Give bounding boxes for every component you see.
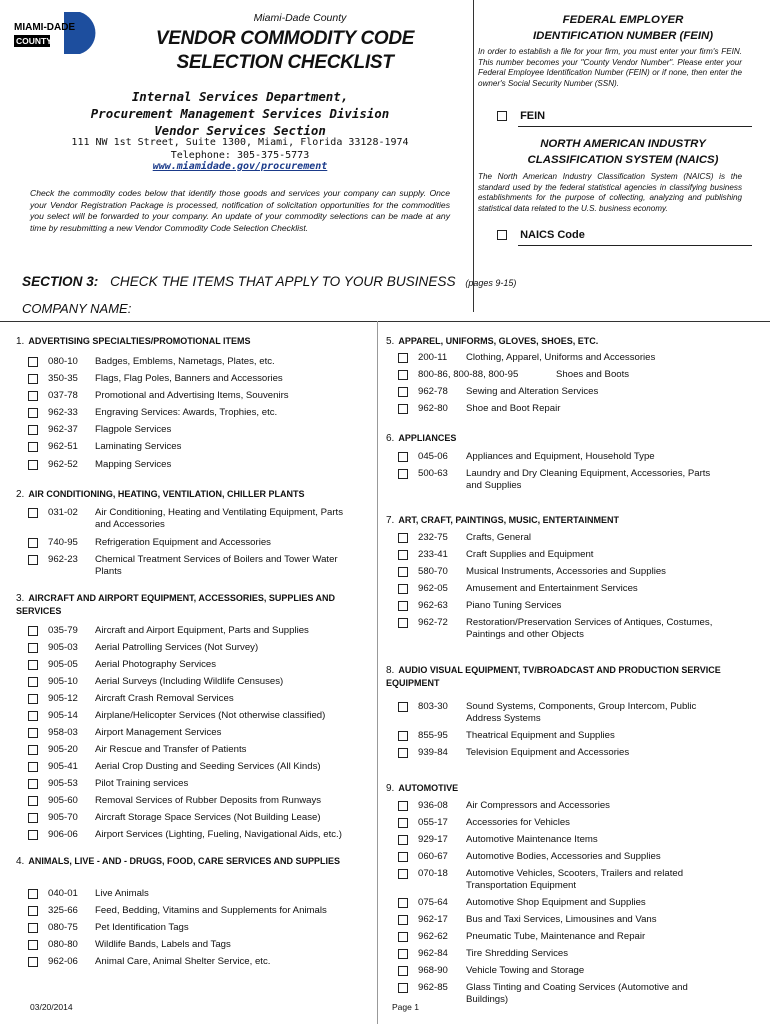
commodity-row [398,747,748,771]
commodity-row [398,403,748,427]
commodity-checkbox[interactable] [28,391,38,401]
commodity-description: Flags, Flag Poles, Banners and Accessories [95,373,283,384]
category-number: 6. [386,433,395,444]
commodity-checkbox[interactable] [28,923,38,933]
commodity-code: 080-80 [48,939,78,950]
commodity-checkbox[interactable] [398,550,408,560]
commodity-checkbox[interactable] [398,567,408,577]
address: 111 NW 1st Street, Suite 1300, Miami, Florida 33128-1974 [71,137,409,148]
naics-text: The North American Industry Classification System (NAICS) is the standard used by the federal statistical agencies in classifying business establishments for the purpose of collecting, analyzing and publishing statistical data related to the U.S. business economy. [478,172,742,213]
section-title: SECTION 3: [22,274,99,289]
commodity-checkbox[interactable] [28,762,38,772]
category-name: AIR CONDITIONING, HEATING, VENTILATION, CHILLER PLANTS [28,489,305,499]
commodity-code: 962-84 [418,948,448,959]
category-name: ART, CRAFT, PAINTINGS, MUSIC, ENTERTAINMENT [398,515,620,525]
commodity-description: Clothing, Apparel, Uniforms and Accessories [466,352,656,363]
commodity-checkbox[interactable] [398,898,408,908]
commodity-checkbox[interactable] [398,801,408,811]
commodity-code: 962-62 [418,931,448,942]
commodity-checkbox[interactable] [398,584,408,594]
right-category-heading-2 [386,432,736,445]
commodity-description: Musical Instruments, Accessories and Supplies [466,566,666,577]
right-category-heading-3 [386,514,736,527]
commodity-description: Live Animals [95,888,149,899]
commodity-description: Television Equipment and Accessories [466,747,630,758]
commodity-description: Sound Systems, Components, Group Intercom, Public Address Systems [466,701,697,724]
category-number: 8. [386,665,395,676]
commodity-code: 800-86, 800-88, 800-95 [418,369,519,380]
commodity-checkbox[interactable] [398,748,408,758]
commodity-code: 905-10 [48,676,78,687]
commodity-description: Automotive Shop Equipment and Supplies [466,897,646,908]
commodity-code: 035-79 [48,625,78,636]
commodity-checkbox[interactable] [28,374,38,384]
commodity-checkbox[interactable] [28,425,38,435]
naics-checkbox[interactable] [497,230,507,240]
commodity-description: Shoes and Boots [556,369,630,380]
commodity-description: Craft Supplies and Equipment [466,549,594,560]
commodity-checkbox[interactable] [28,813,38,823]
commodity-code: 905-03 [48,642,78,653]
naics-heading-1: NORTH AMERICAN INDUSTRY [540,138,706,150]
commodity-description: Theatrical Equipment and Supplies [466,730,615,741]
naics-heading [478,136,768,168]
svg-text:COUNTY: COUNTY [16,36,52,46]
commodity-description: Pet Identification Tags [95,922,189,933]
commodity-checkbox[interactable] [398,387,408,397]
section-heading [22,274,516,289]
commodity-code: 075-64 [418,897,448,908]
intro-text: Check the commodity codes below that identify those goods and services your company can supply. Once your Vendor Registration Package is processed, notification of solicitation opportunities for the commodities you select will be forwarded to your company. An update of your commodity selections can be made at any time by resubmitting a new Vendor Commodity Code Selection Checklist. [30,188,450,233]
commodity-code: 962-51 [48,441,78,452]
naics-heading-2: CLASSIFICATION SYSTEM (NAICS) [527,154,719,166]
commodity-description: Automotive Maintenance Items [466,834,598,845]
commodity-row [28,459,378,483]
commodity-code: 905-20 [48,744,78,755]
section-subtitle: CHECK THE ITEMS THAT APPLY TO YOUR BUSINESS [110,274,456,289]
commodity-checkbox[interactable] [398,601,408,611]
commodity-checkbox[interactable] [28,957,38,967]
left-category-heading-4 [16,855,366,868]
commodity-description: Laminating Services [95,441,182,452]
title-line-1: VENDOR COMMODITY CODE [155,28,415,49]
commodity-checkbox[interactable] [28,660,38,670]
commodity-checkbox[interactable] [28,711,38,721]
commodity-checkbox[interactable] [28,940,38,950]
commodity-code: 070-18 [418,868,448,879]
company-name-label: COMPANY NAME: [22,301,132,316]
commodity-checkbox[interactable] [28,694,38,704]
header-divider [473,0,474,312]
commodity-description: Aircraft Crash Removal Services [95,693,234,704]
commodity-code: 962-52 [48,459,78,470]
commodity-description: Aerial Patrolling Services (Not Survey) [95,642,259,653]
commodity-code: 962-23 [48,554,78,565]
commodity-code: 080-75 [48,922,78,933]
commodity-code: 325-66 [48,905,78,916]
telephone: Telephone: 305-375-5773 [170,150,310,161]
commodity-checkbox[interactable] [28,538,38,548]
commodity-code: 962-63 [418,600,448,611]
category-number: 1. [16,336,25,347]
category-number: 2. [16,489,25,500]
page-title [120,27,450,75]
commodity-code: 855-95 [418,730,448,741]
commodity-description: Tire Shredding Services [466,948,569,959]
commodity-code: 962-33 [48,407,78,418]
fein-heading-1: FEDERAL EMPLOYER [562,14,684,26]
fein-text: In order to establish a file for your firm, you must enter your firm's FEIN. This number becomes your "County Vendor Number". Please enter your Federal Employee Identification Number (FEIN) or if none, then enter the owner's Social Security Number (SSN). [478,47,742,88]
left-category-heading-2 [16,488,366,501]
commodity-checkbox[interactable] [28,508,38,518]
commodity-checkbox[interactable] [28,906,38,916]
commodity-description: Aircraft and Airport Equipment, Parts and Supplies [95,625,309,636]
footer-page: Page 1 [392,1002,419,1012]
svg-text:MIAMI-DADE: MIAMI-DADE [14,22,76,33]
commodity-row [398,617,748,641]
commodity-checkbox[interactable] [28,889,38,899]
left-category-heading-3 [16,592,366,618]
commodity-description: Air Conditioning, Heating and Ventilating Equipment, Parts and Accessories [95,507,343,530]
commodity-code: 968-90 [418,965,448,976]
commodity-code: 031-02 [48,507,78,518]
commodity-code: 939-84 [418,747,448,758]
commodity-description: Aircraft Storage Space Services (Not Building Lease) [95,812,321,823]
commodity-checkbox[interactable] [398,533,408,543]
title-line-2: SELECTION CHECKLIST [176,52,394,73]
commodity-description: Aerial Surveys (Including Wildlife Censuses) [95,676,284,687]
commodity-code: 905-60 [48,795,78,806]
category-number: 3. [16,593,25,604]
commodity-description: Chemical Treatment Services of Boilers and Tower Water Plants [95,554,338,577]
commodity-checkbox[interactable] [398,852,408,862]
commodity-code: 962-80 [418,403,448,414]
category-number: 5. [386,336,395,347]
commodity-checkbox[interactable] [398,702,408,712]
commodity-code: 962-06 [48,956,78,967]
commodity-checkbox[interactable] [28,677,38,687]
commodity-checkbox[interactable] [28,779,38,789]
commodity-checkbox[interactable] [398,353,408,363]
commodity-description: Accessories for Vehicles [466,817,570,828]
commodity-code: 905-05 [48,659,78,670]
commodity-description: Amusement and Entertainment Services [466,583,638,594]
commodity-code: 958-03 [48,727,78,738]
commodity-code: 962-78 [418,386,448,397]
fein-checkbox[interactable] [497,111,507,121]
commodity-checkbox[interactable] [398,966,408,976]
commodity-description: Aerial Crop Dusting and Seeding Services (All Kinds) [95,761,321,772]
right-category-heading-4 [386,664,736,690]
commodity-row [28,554,378,578]
commodity-description: Sewing and Alteration Services [466,386,599,397]
commodity-description: Feed, Bedding, Vitamins and Supplements for Animals [95,905,327,916]
commodity-description: Automotive Vehicles, Scooters, Trailers and related Transportation Equipment [466,868,684,891]
fein-input-line[interactable] [518,126,752,127]
category-number: 7. [386,515,395,526]
fein-heading [478,12,768,44]
commodity-code: 803-30 [418,701,448,712]
commodity-description: Glass Tinting and Coating Services (Automotive and Buildings) [466,982,688,1005]
commodity-checkbox[interactable] [398,618,408,628]
commodity-checkbox[interactable] [28,643,38,653]
commodity-code: 045-06 [418,451,448,462]
commodity-row [398,468,748,492]
commodity-checkbox[interactable] [398,915,408,925]
category-name: ANIMALS, LIVE - AND - DRUGS, FOOD, CARE SERVICES AND SUPPLIES [28,856,341,866]
commodity-code: 906-06 [48,829,78,840]
naics-label: NAICS Code [520,229,585,241]
commodity-checkbox[interactable] [398,835,408,845]
commodity-description: Vehicle Towing and Storage [466,965,585,976]
left-category-heading-1 [16,335,366,348]
commodity-description: Piano Tuning Services [466,600,562,611]
commodity-code: 080-10 [48,356,78,367]
commodity-code: 962-17 [418,914,448,925]
address-block [40,136,440,162]
commodity-checkbox[interactable] [398,404,408,414]
commodity-code: 580-70 [418,566,448,577]
commodity-checkbox[interactable] [28,408,38,418]
commodity-description: Restoration/Preservation Services of Antiques, Costumes, Paintings and other Objects [466,617,713,640]
commodity-checkbox[interactable] [28,442,38,452]
commodity-code: 060-67 [418,851,448,862]
section-pages: (pages 9-15) [465,278,517,288]
department-block [40,88,440,139]
commodity-code: 905-14 [48,710,78,721]
naics-field[interactable] [497,229,585,241]
commodity-checkbox[interactable] [28,460,38,470]
category-number: 4. [16,856,25,867]
category-name: APPAREL, UNIFORMS, GLOVES, SHOES, ETC. [398,336,599,346]
dept-line-2: Procurement Management Services Division [90,106,390,121]
commodity-description: Airplane/Helicopter Services (Not otherwise classified) [95,710,326,721]
commodity-checkbox[interactable] [28,830,38,840]
commodity-code: 905-53 [48,778,78,789]
miami-dade-logo [12,10,98,54]
commodity-description: Mapping Services [95,459,172,470]
commodity-code: 929-17 [418,834,448,845]
website-link[interactable]: www.miamidade.gov/procurement [152,161,328,172]
commodity-description: Laundry and Dry Cleaning Equipment, Accessories, Parts and Supplies [466,468,711,491]
dept-line-3: Vendor Services Section [154,123,326,138]
commodity-description: Air Rescue and Transfer of Patients [95,744,247,755]
commodity-checkbox[interactable] [28,357,38,367]
commodity-checkbox[interactable] [398,983,408,993]
category-name: ADVERTISING SPECIALTIES/PROMOTIONAL ITEMS [28,336,251,346]
commodity-code: 962-85 [418,982,448,993]
commodity-row [398,701,748,725]
commodity-code: 936-08 [418,800,448,811]
commodity-description: Automotive Bodies, Accessories and Supplies [466,851,661,862]
commodity-checkbox[interactable] [398,869,408,879]
commodity-checkbox[interactable] [28,728,38,738]
commodity-description: Crafts, General [466,532,532,543]
commodity-code: 200-11 [418,352,448,363]
commodity-description: Pneumatic Tube, Maintenance and Repair [466,931,646,942]
commodity-code: 962-37 [48,424,78,435]
category-name: AUDIO VISUAL EQUIPMENT, TV/BROADCAST AND PRODUCTION SERVICE EQUIPMENT [386,665,721,688]
commodity-checkbox[interactable] [398,949,408,959]
commodity-checkbox[interactable] [398,818,408,828]
right-category-heading-1 [386,335,736,348]
commodity-code: 500-63 [418,468,448,479]
commodity-row [28,507,378,531]
dept-line-1: Internal Services Department, [131,89,349,104]
right-category-heading-5 [386,782,736,795]
commodity-checkbox[interactable] [398,731,408,741]
naics-input-line[interactable] [518,245,752,246]
commodity-checkbox[interactable] [398,370,408,380]
commodity-code: 233-41 [418,549,448,560]
fein-heading-2: IDENTIFICATION NUMBER (FEIN) [532,30,714,42]
commodity-checkbox[interactable] [398,469,408,479]
commodity-row [28,956,378,980]
commodity-description: Shoe and Boot Repair [466,403,561,414]
county-name: Miami-Dade County [253,12,347,24]
commodity-description: Aerial Photography Services [95,659,217,670]
commodity-checkbox[interactable] [28,796,38,806]
commodity-checkbox[interactable] [28,626,38,636]
commodity-code: 055-17 [418,817,448,828]
commodity-description: Air Compressors and Accessories [466,800,610,811]
commodity-code: 232-75 [418,532,448,543]
category-number: 9. [386,783,395,794]
commodity-code: 350-35 [48,373,78,384]
commodity-checkbox[interactable] [28,745,38,755]
commodity-description: Wildlife Bands, Labels and Tags [95,939,231,950]
commodity-row [398,982,748,1006]
commodity-description: Refrigeration Equipment and Accessories [95,537,271,548]
commodity-code: 905-70 [48,812,78,823]
commodity-code: 962-05 [418,583,448,594]
commodity-description: Pilot Training services [95,778,189,789]
commodity-code: 040-01 [48,888,78,899]
commodity-code: 740-95 [48,537,78,548]
commodity-description: Airport Management Services [95,727,222,738]
commodity-code: 905-12 [48,693,78,704]
commodity-checkbox[interactable] [398,452,408,462]
category-name: APPLIANCES [398,433,457,443]
commodity-row [398,868,748,892]
commodity-description: Bus and Taxi Services, Limousines and Vans [466,914,657,925]
category-name: AIRCRAFT AND AIRPORT EQUIPMENT, ACCESSORIES, SUPPLIES AND SERVICES [16,593,336,616]
commodity-description: Animal Care, Animal Shelter Service, etc. [95,956,271,967]
commodity-description: Engraving Services: Awards, Trophies, etc. [95,407,278,418]
commodity-description: Removal Services of Rubber Deposits from Runways [95,795,322,806]
commodity-description: Airport Services (Lighting, Fueling, Navigational Aids, etc.) [95,829,342,840]
section-divider [0,321,770,322]
commodity-row [28,829,378,853]
commodity-description: Appliances and Equipment, Household Type [466,451,655,462]
commodity-checkbox[interactable] [28,555,38,565]
commodity-checkbox[interactable] [398,932,408,942]
footer-date: 03/20/2014 [30,1002,73,1012]
commodity-code: 905-41 [48,761,78,772]
category-name: AUTOMOTIVE [398,783,459,793]
commodity-description: Flagpole Services [95,424,172,435]
commodity-code: 037-78 [48,390,78,401]
commodity-description: Badges, Emblems, Nametags, Plates, etc. [95,356,275,367]
commodity-code: 962-72 [418,617,448,628]
commodity-description: Promotional and Advertising Items, Souvenirs [95,390,289,401]
fein-label: FEIN [520,110,546,122]
fein-field[interactable] [497,110,545,122]
